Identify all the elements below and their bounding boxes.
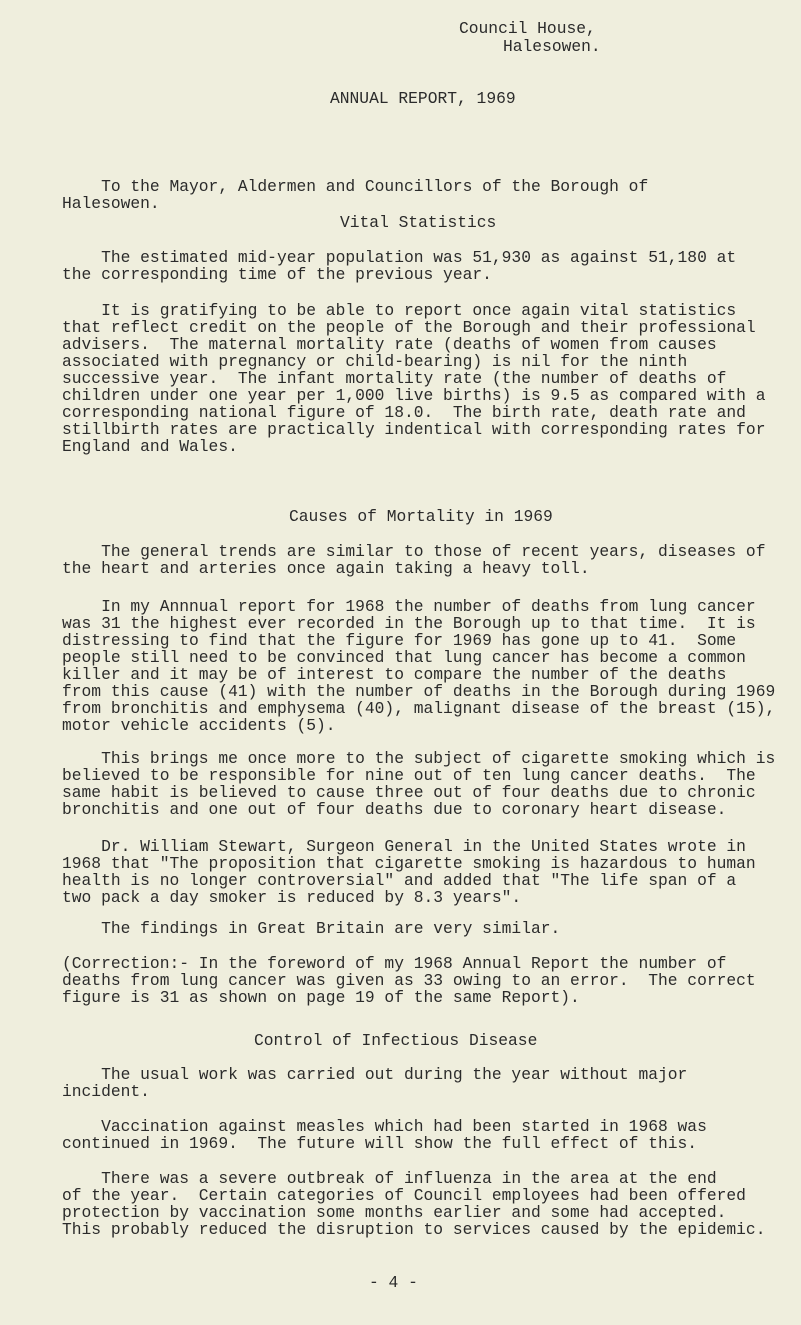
- paragraph: [62, 598, 775, 734]
- text-line: Dr. William Stewart, Surgeon General in the United States wrote in: [62, 837, 746, 856]
- text-line: killer and it may be of interest to compare the number of the deaths: [62, 665, 727, 684]
- text-line: motor vehicle accidents (5).: [62, 716, 336, 735]
- text-line: believed to be responsible for nine out of ten lung cancer deaths. The: [62, 766, 756, 785]
- page-number: - 4 -: [369, 1273, 418, 1292]
- text-line: The estimated mid-year population was 51,930 as against 51,180 at: [62, 248, 737, 267]
- text-line: corresponding national figure of 18.0. The birth rate, death rate and: [62, 403, 746, 422]
- paragraph: [62, 302, 765, 455]
- paragraph: [62, 1118, 707, 1152]
- text-line: distressing to find that the figure for 1969 has gone up to 41. Some: [62, 631, 737, 650]
- paragraph: [62, 249, 736, 283]
- text-line: of the year. Certain categories of Council employees had been offered: [62, 1186, 746, 1205]
- paragraph: [62, 955, 756, 1006]
- text-line: health is no longer controversial" and added that "The life span of a: [62, 871, 737, 890]
- text-line: from this cause (41) with the number of deaths in the Borough during 1969: [62, 682, 776, 701]
- text-line: Halesowen.: [62, 194, 160, 213]
- address-line-1: Council House,: [459, 19, 596, 38]
- text-line: people still need to be convinced that lung cancer has become a common: [62, 648, 746, 667]
- text-line: successive year. The infant mortality rate (the number of deaths of: [62, 369, 727, 388]
- paragraph: [62, 750, 775, 818]
- report-title: ANNUAL REPORT, 1969: [330, 89, 516, 108]
- text-line: incident.: [62, 1082, 150, 1101]
- paragraph: [62, 543, 765, 577]
- text-line: that reflect credit on the people of the Borough and their professional: [62, 318, 756, 337]
- section-heading: Control of Infectious Disease: [254, 1031, 538, 1050]
- text-line: bronchitis and one out of four deaths due to coronary heart disease.: [62, 800, 727, 819]
- text-line: the corresponding time of the previous year.: [62, 265, 492, 284]
- text-line: England and Wales.: [62, 437, 238, 456]
- text-line: Vaccination against measles which had been started in 1968 was: [62, 1117, 707, 1136]
- text-line: This brings me once more to the subject of cigarette smoking which is: [62, 749, 776, 768]
- text-line: stillbirth rates are practically indentical with corresponding rates for: [62, 420, 766, 439]
- text-line: This probably reduced the disruption to services caused by the epidemic.: [62, 1220, 766, 1239]
- text-line: from bronchitis and emphysema (40), malignant disease of the breast (15),: [62, 699, 776, 718]
- text-line: protection by vaccination some months earlier and some had accepted.: [62, 1203, 727, 1222]
- text-line: advisers. The maternal mortality rate (deaths of women from causes: [62, 335, 717, 354]
- text-line: 1968 that "The proposition that cigarette smoking is hazardous to human: [62, 854, 756, 873]
- section-heading: Causes of Mortality in 1969: [289, 507, 553, 526]
- text-line: In my Annnual report for 1968 the number of deaths from lung cancer: [62, 597, 756, 616]
- text-line: There was a severe outbreak of influenza in the area at the end: [62, 1169, 717, 1188]
- section-heading: Vital Statistics: [340, 213, 497, 232]
- text-line: The usual work was carried out during the year without major: [62, 1065, 688, 1084]
- paragraph: [62, 1170, 765, 1238]
- text-line: continued in 1969. The future will show the full effect of this.: [62, 1134, 698, 1153]
- address-line-2: Halesowen.: [503, 37, 601, 56]
- text-line: deaths from lung cancer was given as 33 owing to an error. The correct: [62, 971, 756, 990]
- paragraph: [62, 838, 756, 906]
- text-line: To the Mayor, Aldermen and Councillors of the Borough of: [62, 177, 649, 196]
- text-line: The general trends are similar to those of recent years, diseases of: [62, 542, 766, 561]
- text-line: the heart and arteries once again taking a heavy toll.: [62, 559, 590, 578]
- text-line: was 31 the highest ever recorded in the Borough up to that time. It is: [62, 614, 756, 633]
- text-line: same habit is believed to cause three out of four deaths due to chronic: [62, 783, 756, 802]
- text-line: associated with pregnancy or child-bearing) is nil for the ninth: [62, 352, 688, 371]
- text-line: children under one year per 1,000 live births) is 9.5 as compared with a: [62, 386, 766, 405]
- text-line: (Correction:- In the foreword of my 1968 Annual Report the number of: [62, 954, 727, 973]
- text-line: The findings in Great Britain are very similar.: [62, 919, 561, 938]
- paragraph: [62, 1066, 687, 1100]
- paragraph: [62, 920, 560, 937]
- text-line: It is gratifying to be able to report once again vital statistics: [62, 301, 737, 320]
- text-line: two pack a day smoker is reduced by 8.3 years".: [62, 888, 522, 907]
- text-line: figure is 31 as shown on page 19 of the same Report).: [62, 988, 580, 1007]
